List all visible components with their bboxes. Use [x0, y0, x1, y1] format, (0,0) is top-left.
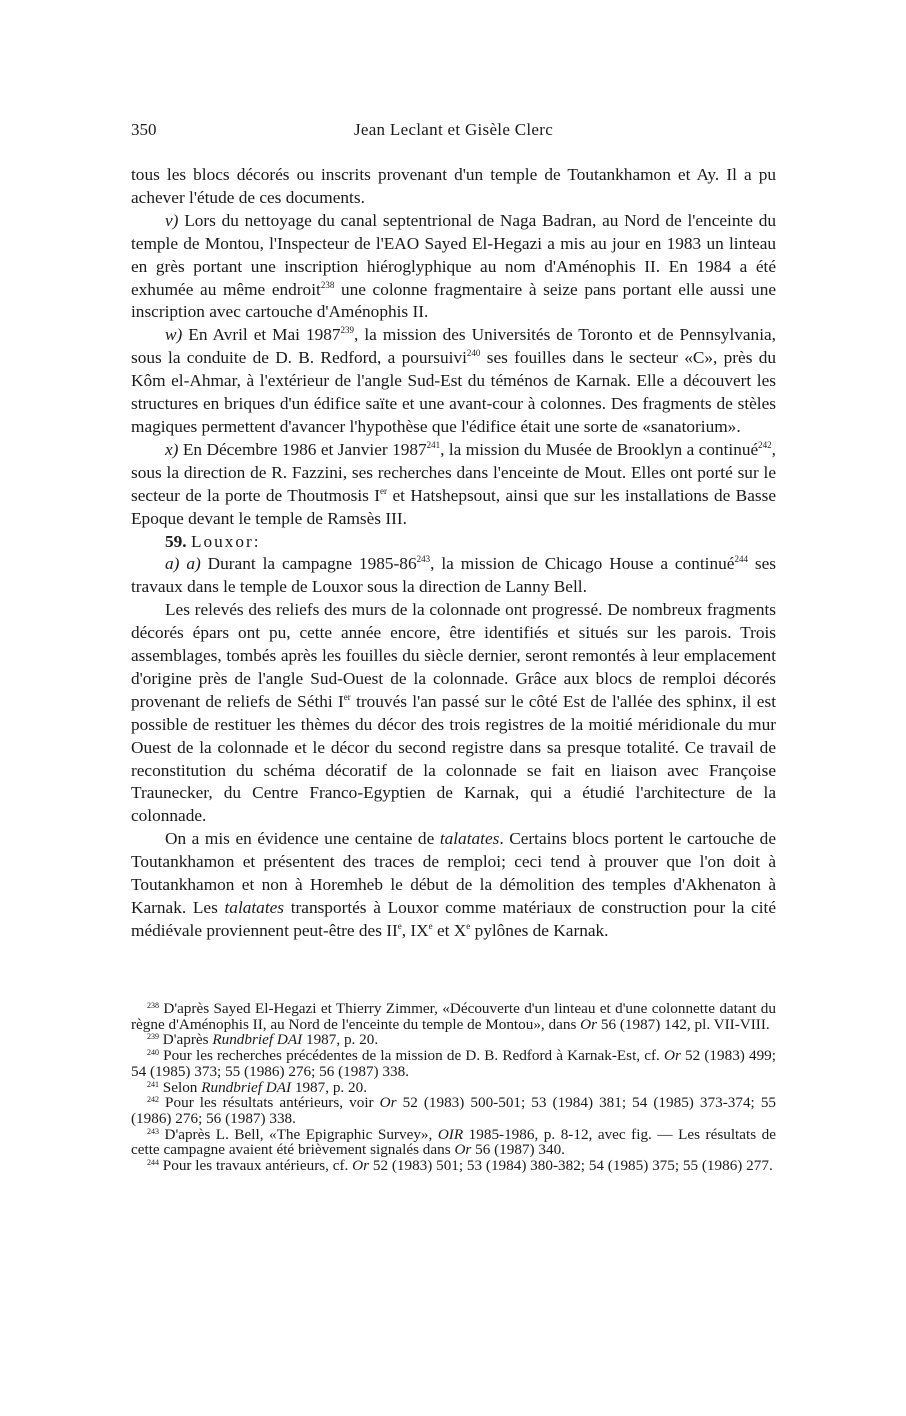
ordinal-superscript: e — [397, 920, 402, 931]
italic-term: talatates — [224, 898, 285, 917]
footnote-number: 238 — [147, 1001, 159, 1010]
running-title: Jean Leclant et Gisèle Clerc — [353, 120, 554, 139]
footnote-ref: 243 — [416, 554, 431, 565]
footnote-number: 243 — [147, 1126, 159, 1136]
footnote-242: $^{242}$ Pour les résultats antérieurs, voir Or 52 (1983) 500-501; 53 (1984) 381; 54 (1985) 373-374; 55 (1986) 276; 56 (1987) 338. — [131, 1094, 777, 1127]
footnote-number: 244 — [147, 1158, 159, 1168]
italic-citation: Rundbrief DAI — [212, 1031, 303, 1049]
ordinal-superscript: e — [428, 920, 433, 931]
paragraph-a: a) a) Durant la campagne $1985-86^{243}$, la mission de Chicago House a continué$^{244}$ ses travaux dans le temple de Louxor sous la direction de Lanny Bell. — [131, 554, 776, 597]
footnote-ref: 240 — [466, 348, 481, 359]
item-label: w) — [165, 325, 183, 345]
ordinal-superscript: e — [466, 920, 471, 931]
italic-citation: OIR — [437, 1125, 464, 1143]
item-label: a) — [186, 554, 201, 574]
section-number: 59. — [165, 531, 187, 551]
paragraph-w: w) En Avril et Mai 1987$^{239}$, la mission des Universités de Toronto et de Pennsylvania, sous la conduite de D. B. Redford, a poursuivi$^{240}$ ses fouilles dans le secteur «C», près du Kôm el-Ahmar, à l'extérieur de l'angle Sud-Est du téménos de Karnak. Elle a découvert les structures en briques d'un édifice saïte et une avant-cour à colonnes. Des fragments de stèles magiques permettent d'avancer l'hypothèse que l'édifice était une sorte de «sanatorium». — [131, 325, 776, 436]
footnote-number: 241 — [147, 1079, 159, 1089]
footnote-241: $^{241}$ Selon Rundbrief DAI 1987, p. 20. — [147, 1078, 367, 1096]
item-label: a) — [165, 554, 180, 574]
page-number: 350 — [131, 120, 157, 139]
footnote-238: $^{238}$ D'après Sayed El-Hegazi et Thierry Zimmer, «Découverte d'un linteau et d'une colonnette datant du règne d'Aménophis II, au Nord de l'enceinte du temple de Montou», dans Or 56 (1987) 142, pl. VII-VIII. — [131, 1000, 776, 1033]
italic-citation: Rundbrief DAI — [201, 1078, 292, 1096]
italic-citation: Or — [580, 1015, 598, 1033]
footnote-ref: 241 — [426, 439, 441, 450]
footnote-243: $^{243}$ D'après L. Bell, «The Epigraphic Survey», OIR 1985-1986, p. 8-12, avec fig. — Les résultats de cette campagne avaient été brièvement signalés dans Or 56 (1987) 340. — [131, 1125, 776, 1159]
footnote-number: 240 — [147, 1048, 159, 1058]
italic-citation: Or — [379, 1094, 397, 1112]
footnote-number: 239 — [147, 1032, 159, 1042]
item-label: v) — [165, 210, 179, 230]
ordinal-superscript: er — [380, 485, 388, 496]
footnote-239: $^{239}$ D'après Rundbrief DAI 1987, p. 20. — [147, 1031, 379, 1049]
paragraph-v: v) Lors du nettoyage du canal septentrional de Naga Badran, au Nord de l'enceinte du temple de Montou, l'Inspecteur de l'EAO Sayed El-Hegazi a mis au jour en 1983 un linteau en grès portant une inscription hiéroglyphique au nom d'Aménophis II. En 1984 a été exhumée au même endroit$^{238}$ une colonne fragmentaire à seize pans portant elle aussi une inscription avec cartouche d'Aménophis II. — [131, 210, 777, 322]
paragraph-continuation: tous les blocs décorés ou inscrits provenant d'un temple de Toutankhamon et Ay. Il a pu achever l'étude de ces documents. — [131, 165, 776, 207]
ordinal-superscript: er — [343, 691, 351, 702]
page-header — [131, 120, 776, 144]
footnote-number: 242 — [147, 1095, 159, 1105]
footnote-ref: 238 — [320, 279, 335, 290]
body-text — [131, 164, 776, 943]
item-label: x) — [165, 439, 179, 459]
footnote-ref: 239 — [340, 325, 355, 336]
footnote-240: $^{240}$ Pour les recherches précédentes de la mission de D. B. Redford à Karnak-Est, cf. Or 52 (1983) 499; 54 (1985) 373; 55 (1986) 276; 56 (1987) 338. — [131, 1047, 776, 1080]
section-title: Louxor: — [190, 531, 261, 551]
footnote-ref: 244 — [734, 554, 748, 565]
footnotes — [131, 1001, 776, 1174]
paragraph-talatates: On a mis en évidence une centaine de talatates. Certains blocs portent le cartouche de Toutankhamon et présentent des traces de remploi; ceci tend à prouver que l'on doit à Toutankhamon et non à Horemheb le début de la démolition des temples d'Akhenaton à Karnak. Les talatates transportés à Louxor comme matériaux de construction pour la cité médiévale proviennent peut-être des IIe, IXe et Xe pylônes de Karnak. — [131, 829, 776, 940]
section-heading — [131, 531, 776, 554]
footnote-244: $^{244}$ Pour les travaux antérieurs, cf. Or 52 (1983) 501; 53 (1984) 380-382; 54 (1985) 375; 55 (1986) 277. — [147, 1157, 773, 1175]
italic-citation: Or — [663, 1047, 681, 1065]
footnote-ref: 242 — [758, 439, 772, 450]
italic-citation: Or — [454, 1141, 472, 1159]
italic-citation: Or — [352, 1157, 370, 1175]
paragraph-x: x) En Décembre 1986 et Janvier 1987$^{241}$, la mission du Musée de Brooklyn a continué$^{242}$, sous la direction de R. Fazzini, ses recherches dans l'enceinte de Mout. Elles ont porté sur le secteur de la porte de Thoutmosis Ier et Hatshepsout, ainsi que sur les installations de Basse Epoque devant le temple de Ramsès III. — [131, 439, 777, 528]
italic-term: talatates — [439, 829, 500, 849]
paragraph-releves: Les relevés des reliefs des murs de la colonnade ont progressé. De nombreux fragments décorés épars ont pu, cette année encore, être identifiés et situés sur les parois. Trois assemblages, tombés après les fouilles du siècle dernier, seront remontés à leur emplacement d'origine près de l'angle Sud-Ouest de la colonnade. Grâce aux blocs de remploi décorés provenant de reliefs de Séthi Ier trouvés l'an passé sur le côté Est de l'allée des sphinx, il est possible de restituer les thèmes du décor des trois registres de la moitié méridionale du mur Ouest de la colonnade et le décor du second registre dans sa presque totalité. Ce travail de reconstitution du schéma décoratif de la colonnade se fait en liaison avec Françoise Traunecker, du Centre Franco-Egyptien de Karnak, qui a étudié l'architecture de la colonnade. — [131, 600, 776, 826]
